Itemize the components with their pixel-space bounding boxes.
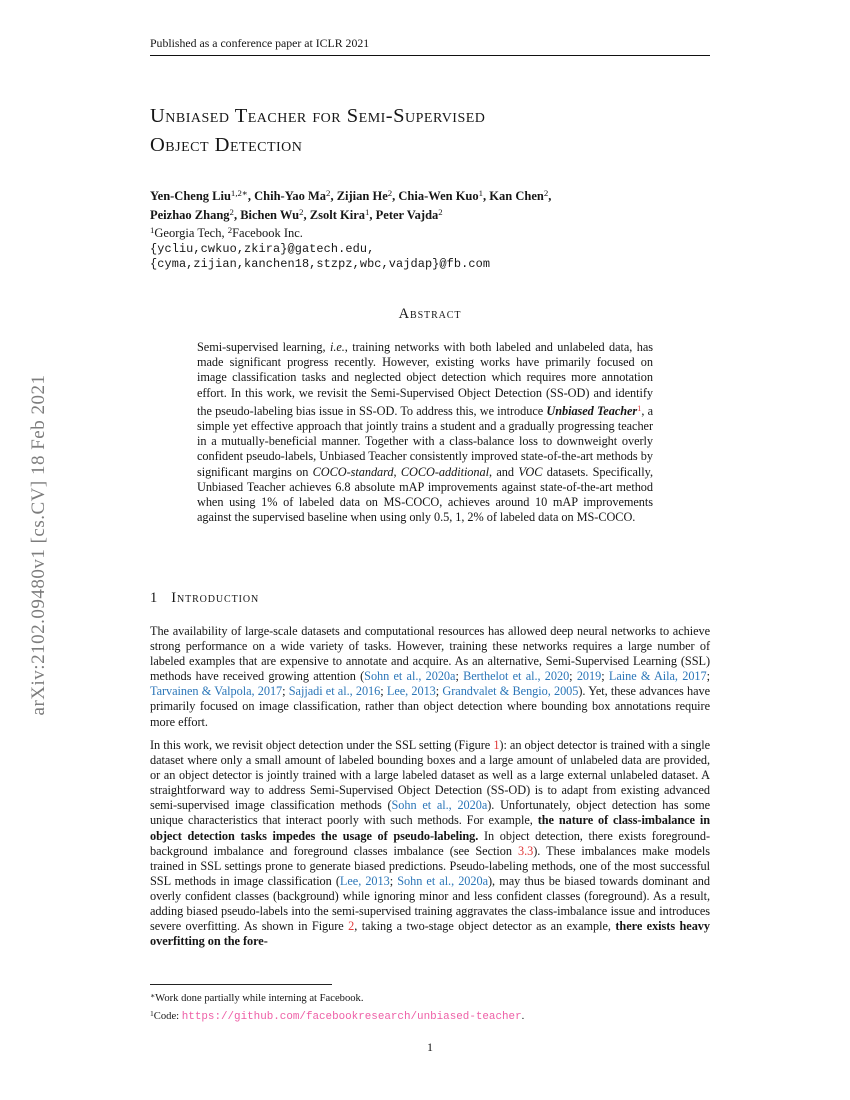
text-run: datasets. Specifically, Unbiased Teacher achieves 6.8 absolute mAP improvements against state-of-the-art method when using 1% of labeled data on MS-COCO, achieves around 10 mAP improvements against the supervised baseline when using only 0.5, 1, 2% of labeled data on MS-COCO. bbox=[197, 464, 653, 525]
intro-paragraph-1 bbox=[150, 624, 710, 730]
text-run: Kan Chen bbox=[489, 189, 544, 203]
text-run: . bbox=[521, 1011, 525, 1022]
footnote-thanks bbox=[150, 988, 710, 1006]
section-ref-link[interactable]: 3.3 bbox=[518, 843, 534, 858]
text-run: , bbox=[233, 207, 241, 222]
text-run: , bbox=[303, 207, 310, 222]
text-run: , bbox=[247, 189, 255, 203]
citation-link[interactable]: Sajjadi et al., 2016 bbox=[288, 684, 381, 699]
citation-link[interactable]: Lee, 2013 bbox=[339, 873, 390, 888]
email-line-2: {cyma,zijian,kanchen18,stzpz,wbc,vajdap}@fb.com bbox=[150, 257, 491, 272]
page-number: 1 bbox=[427, 1040, 433, 1054]
text-run: , bbox=[393, 464, 401, 479]
footnote-rule bbox=[150, 984, 332, 985]
text-run: 2 bbox=[227, 225, 233, 236]
section-title: Introduction bbox=[171, 590, 260, 606]
text-run: Chia-Wen Kuo bbox=[398, 189, 479, 203]
text-run: 2 bbox=[299, 206, 304, 217]
text-run: In this work, we revisit object detection under the SSL setting (Figure bbox=[150, 738, 494, 752]
text-run: Facebook Inc. bbox=[232, 226, 303, 241]
text-run: i.e. bbox=[329, 340, 345, 354]
citation-link[interactable]: Laine & Aila, 2017 bbox=[608, 669, 707, 684]
citation-link[interactable]: Sohn et al., 2020a bbox=[391, 798, 488, 813]
section-heading-introduction bbox=[150, 590, 259, 607]
text-run: , bbox=[330, 189, 337, 203]
text-run: 1,2∗ bbox=[230, 188, 248, 198]
footnote-code bbox=[150, 1006, 710, 1025]
code-url-link[interactable]: https://github.com/facebookresearch/unbiased-teacher bbox=[181, 1011, 522, 1023]
text-run: 2 bbox=[387, 188, 393, 198]
text-run: 2 bbox=[229, 206, 234, 217]
text-run: 2 bbox=[438, 206, 443, 217]
text-run: Work done partially while interning at Facebook. bbox=[155, 993, 364, 1004]
text-run: , taking a two-stage object detector as an example, bbox=[354, 919, 616, 934]
text-run: 1 bbox=[150, 225, 155, 236]
citation-link[interactable]: Tarvainen & Valpola, 2017 bbox=[150, 684, 283, 699]
footnotes-block bbox=[150, 988, 710, 1025]
citation-link[interactable]: Berthelot et al., 2020 bbox=[463, 669, 570, 684]
text-run: , bbox=[392, 189, 399, 203]
text-run: Peter Vajda bbox=[375, 207, 439, 222]
text-run: Unbiased Teacher bbox=[546, 403, 638, 418]
abstract-body bbox=[197, 340, 653, 525]
text-run: Zijian He bbox=[336, 189, 388, 203]
text-run: , bbox=[483, 189, 490, 203]
text-run: ), may thus be biased towards dominant and overly confident classes (background) while ignoring minor and less confident classes (foreground). As a result, adding biased pseudo-labels into the semi-supervised training aggravates the class-imbalance issue and introduces severe overfitting. As shown in Figure bbox=[150, 873, 710, 934]
text-run: Yen-Cheng Liu bbox=[150, 189, 231, 203]
citation-link[interactable]: Sohn et al., 2020a bbox=[364, 669, 456, 684]
text-run: Chih-Yao Ma bbox=[254, 189, 327, 203]
author-line-1 bbox=[150, 186, 720, 205]
text-run: ; bbox=[569, 669, 577, 684]
text-run: ). Yet, these advances have primarily focused on image classification, rather than object detection where bounding box annotations require more effort. bbox=[150, 684, 710, 729]
citation-link[interactable]: Grandvalet & Bengio, 2005 bbox=[442, 684, 579, 699]
intro-paragraph-2 bbox=[150, 738, 710, 949]
abstract-heading: Abstract bbox=[398, 306, 462, 322]
paper-title bbox=[150, 102, 720, 159]
text-run: ): an object detector is trained with a single dataset where only a small amount of labeled bounding boxes and a large amount of unlabeled data are provided, or an object detector is jointly trained with a large labeled dataset as well as a large external unlabeled dataset. A straightforward way to address Semi-Supervised Object Detection (SS-OD) is to adapt from existing advanced semi-supervised image classification methods ( bbox=[150, 738, 710, 813]
paper-title-line1: Unbiased Teacher for Semi-Supervised bbox=[150, 105, 486, 127]
text-run: 1 bbox=[150, 1009, 154, 1018]
text-run: ; bbox=[389, 873, 398, 888]
text-run: Semi-supervised learning, bbox=[197, 340, 330, 354]
text-run: 1 bbox=[478, 188, 484, 198]
text-run: , bbox=[548, 189, 552, 203]
figure-ref-link[interactable]: 2 bbox=[348, 919, 355, 934]
section-number: 1 bbox=[150, 590, 158, 606]
text-run: Peizhao Zhang bbox=[150, 207, 230, 222]
email-line-1: {ycliu,cwkuo,zkira}@gatech.edu, bbox=[150, 241, 375, 256]
text-run: 2 bbox=[326, 188, 331, 198]
text-run: ). These imbalances make models trained in SSL settings prone to generate biased predictions. Pseudo-labeling methods, one of the most successful SSL methods in image classification ( bbox=[150, 843, 710, 888]
text-run: ; bbox=[706, 669, 710, 684]
text-run: Zsolt Kira bbox=[309, 207, 365, 222]
text-run: ; bbox=[601, 669, 609, 684]
text-run: ; bbox=[435, 684, 443, 699]
authors-block bbox=[150, 186, 720, 273]
conference-header: Published as a conference paper at ICLR 2021 bbox=[150, 36, 370, 50]
text-run: Bichen Wu bbox=[240, 207, 300, 222]
citation-link[interactable]: 2019 bbox=[576, 669, 602, 684]
text-run: ; bbox=[282, 684, 289, 699]
text-run: Code: bbox=[153, 1011, 182, 1022]
text-run: there exists heavy overfitting on the fore- bbox=[150, 919, 710, 949]
text-run: , bbox=[369, 207, 376, 222]
text-run: ). Unfortunately, object detection has some unique characteristics that interact poorly with such methods. For example, bbox=[150, 798, 711, 828]
text-run: , training networks with both labeled and unlabeled data, has made significant progress recently. However, existing works have primarily focused on image classification tasks and neglected object detection which requires more annotation effort. In this work, we revisit the Semi-Supervised Object Detection (SS-OD) and identify the pseudo-labeling bias issue in SS-OD. To address this, we introduce bbox=[197, 340, 653, 418]
citation-link[interactable]: Lee, 2013 bbox=[386, 684, 436, 699]
author-line-2 bbox=[150, 205, 720, 224]
text-run: 2 bbox=[543, 188, 549, 198]
arxiv-watermark: arXiv:2102.09480v1 [cs.CV] 18 Feb 2021 bbox=[28, 374, 49, 716]
footnote-ref-link[interactable]: 1 bbox=[637, 402, 642, 413]
text-run: ; bbox=[380, 684, 387, 699]
text-run: COCO-additional bbox=[400, 464, 489, 479]
header-rule bbox=[150, 55, 710, 56]
text-run: , a simple yet effective approach that jointly trains a student and a gradually progressing teacher in a mutually-beneficial manner. Together with a class-balance loss to downweight overly confident pseudo-labels, Unbiased Teacher consistently improved state-of-the-art methods by significant margins on bbox=[197, 403, 654, 479]
paper-title-line2: Object Detection bbox=[150, 133, 303, 156]
text-run: ; bbox=[455, 669, 464, 684]
text-run: The availability of large-scale datasets and computational resources has allowed deep neural networks to achieve strong performance on a wide variety of tasks. However, training these networks requires a large number of labeled examples that are expensive to annotate and acquire. As an alternative, Semi-Supervised Learning (SSL) methods have received growing attention ( bbox=[150, 624, 710, 684]
affiliation-line bbox=[150, 223, 720, 242]
text-run: COCO-standard bbox=[312, 464, 394, 479]
figure-ref-link[interactable]: 1 bbox=[493, 738, 500, 752]
text-run: VOC bbox=[518, 464, 543, 479]
text-run: Georgia Tech, bbox=[154, 226, 228, 241]
citation-link[interactable]: Sohn et al., 2020a bbox=[397, 873, 489, 888]
text-run: , and bbox=[488, 464, 519, 479]
text-run: In object detection, there exists foreground-background imbalance and foreground classes imbalance (see Section bbox=[150, 828, 710, 858]
text-run: the nature of class-imbalance in object detection tasks impedes the usage of pseudo-labeling. bbox=[150, 813, 710, 843]
text-run: 1 bbox=[365, 206, 370, 217]
text-run: ∗ bbox=[150, 991, 156, 1000]
